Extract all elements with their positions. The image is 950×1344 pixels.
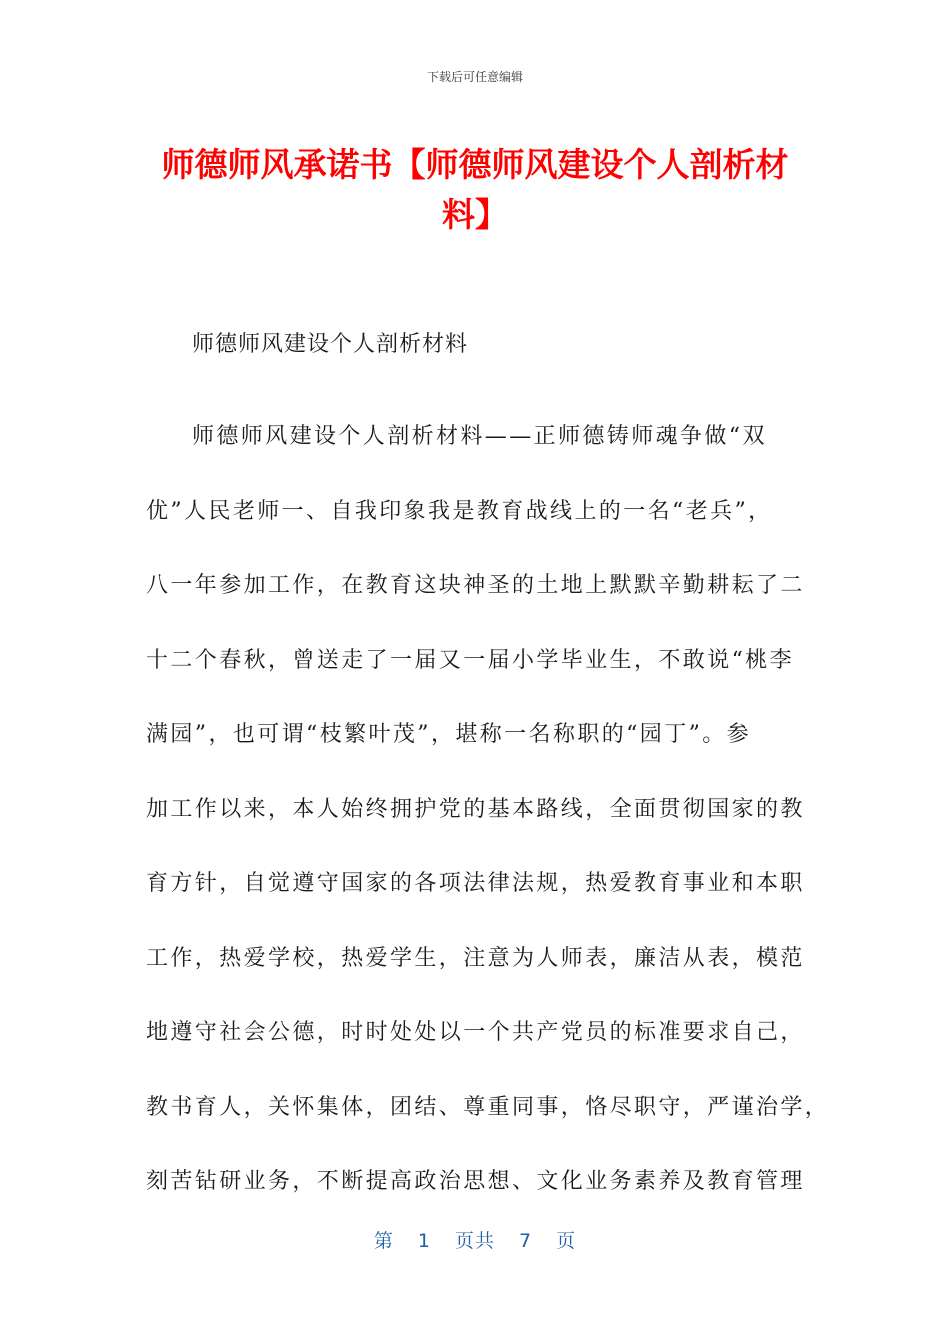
- page-footer: [0, 1226, 950, 1253]
- document-subtitle: 师德师风建设个人剖析材料: [192, 332, 469, 357]
- body-line: 八一年参加工作，在教育这块神圣的土地上默默辛勤耕耘了二: [146, 573, 805, 598]
- body-line: 加工作以来，本人始终拥护党的基本路线，全面贯彻国家的教: [146, 796, 805, 822]
- body-line: 地遵守社会公德，时时处处以一个共产党员的标准要求自己，: [146, 1020, 805, 1045]
- document-body: [146, 400, 830, 1220]
- footer-total-pages: 7: [519, 1230, 533, 1252]
- document-title: 师德师风承诺书【师德师风建设个人剖析材料】: [161, 145, 789, 234]
- body-line: 教书育人，关怀集体，团结、尊重同事，恪尽职守，严谨治学，: [146, 1094, 830, 1120]
- footer-page-suffix: 页: [556, 1230, 577, 1252]
- body-line: 师德师风建设个人剖析材料——正师德铸师魂争做“双: [192, 424, 767, 449]
- footer-page-prefix: 第: [373, 1230, 394, 1252]
- body-line: 满园”，也可谓“枝繁叶茂”，堪称一名称职的“园丁”。参: [146, 722, 752, 747]
- body-line: 优”人民老师一、自我印象我是教育战线上的一名“老兵”，: [146, 498, 773, 524]
- body-line: 育方针，自觉遵守国家的各项法律法规，热爱教育事业和本职: [146, 871, 805, 896]
- page-header-note: 下载后可任意编辑: [426, 70, 523, 84]
- footer-page-number: 1: [417, 1230, 431, 1252]
- body-line: 十二个春秋，曾送走了一届又一届小学毕业生，不敢说“桃李: [146, 647, 795, 673]
- body-line: 刻苦钻研业务，不断提高政治思想、文化业务素养及教育管理: [146, 1169, 805, 1194]
- footer-page-middle: 页共: [454, 1230, 495, 1252]
- body-line: 工作，热爱学校，热爱学生，注意为人师表，廉洁从表，模范: [146, 945, 805, 971]
